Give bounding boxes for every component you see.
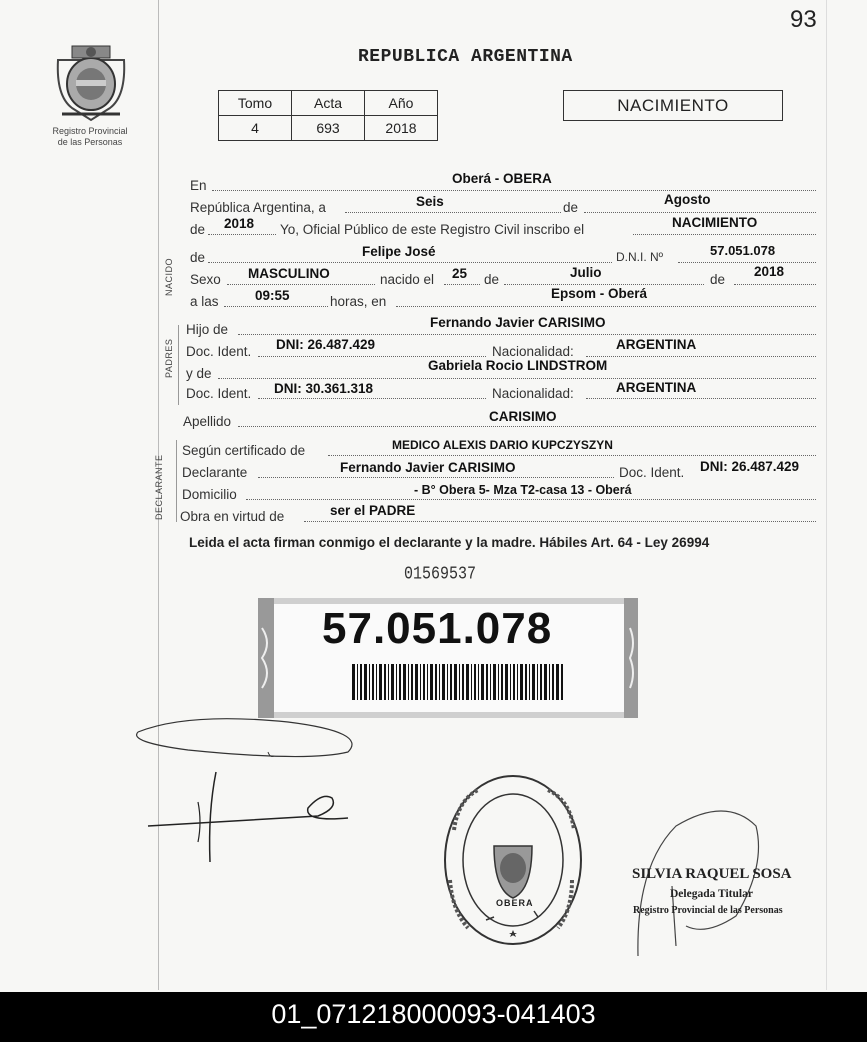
dni-sticker-number: 57.051.078 [322,604,553,653]
official-seal [438,770,588,955]
place-value: Oberá - OBERA [452,171,552,186]
dotted-line [258,398,486,399]
child-dni-value: 57.051.078 [710,243,776,258]
registry-label [40,126,140,148]
doc-label: Doc. Ident. [186,386,252,401]
dotted-line [328,455,816,456]
declarant-label: Declarante [182,465,248,480]
emblem-icon [52,36,130,124]
time-label: a las [190,294,219,309]
dotted-line [238,426,816,427]
closing-text: Leida el acta firman conmigo el declarante y la madre. Hábiles Art. 64 - Ley 26994 [189,535,710,550]
born-label: nacido el [380,272,435,287]
control-number: 01569537 [404,564,477,585]
officer-text: Yo, Oficial Público de este Registro Civil inscribo el [280,222,585,237]
section-label-padres: PADRES [164,338,174,378]
dotted-line [304,521,816,522]
dotted-line [258,477,614,478]
dotted-line [208,262,612,263]
doc-label: Doc. Ident. [619,465,685,480]
table-header: Acta [292,91,365,116]
de-label: de [484,272,500,287]
dotted-line [224,306,328,307]
act-type-value: NACIMIENTO [672,215,758,230]
dotted-line [212,190,816,191]
barcode-icon [352,664,564,700]
registry-label-line2: de las Personas [57,137,123,147]
signatory-role: Delegada Titular [670,888,753,900]
certificate-value: MEDICO ALEXIS DARIO KUPCZYSZYN [392,438,613,452]
birth-month-value: Julio [570,265,602,280]
de-label: de [190,250,206,265]
dotted-line [396,306,816,307]
doc-label: Doc. Ident. [186,344,252,359]
dotted-line [258,356,486,357]
dotted-line [345,212,561,213]
nationality-label: Nacionalidad: [492,344,574,359]
dotted-line [633,234,816,235]
sex-label: Sexo [190,272,221,287]
province-emblem [52,36,130,124]
section-divider [176,440,177,522]
table-header: Año [365,91,438,116]
barcode [352,664,564,705]
capacity-value: ser el PADRE [330,503,416,518]
seal-city: OBERA [496,898,534,908]
acta-value: 693 [292,116,365,141]
signatory-name: SILVIA RAQUEL SOSA [632,866,792,882]
dni-label: D.N.I. Nº [616,250,664,264]
dotted-line [238,334,816,335]
dotted-line [208,234,276,235]
seal-icon [438,770,588,950]
handwritten-flourish [128,712,368,897]
year-value: 2018 [365,116,438,141]
country-title: REPUBLICA ARGENTINA [358,47,573,67]
dotted-line [586,398,816,399]
dotted-line [586,356,816,357]
dotted-line [584,212,816,213]
registry-label-line1: Registro Provincial [52,126,128,136]
month-value: Agosto [664,192,711,207]
declarant-doc-value: DNI: 26.487.429 [700,459,800,474]
father-nationality-value: ARGENTINA [616,337,697,352]
footer-code: 01_071218000093-041403 [0,992,867,1042]
dotted-line [678,262,816,263]
and-label: y de [186,366,212,381]
dotted-line [227,284,375,285]
en-label: En [190,178,207,193]
de-label: de [190,222,206,237]
capacity-label: Obra en virtud de [180,509,285,524]
dotted-line [444,284,480,285]
declarant-name-value: Fernando Javier CARISIMO [340,460,516,475]
tomo-value: 4 [219,116,292,141]
nationality-label: Nacionalidad: [492,386,574,401]
father-doc-value: DNI: 26.487.429 [276,337,376,352]
address-value: - B° Obera 5- Mza T2-casa 13 - Oberá [414,483,632,497]
record-table [218,90,438,141]
certificate-label: Según certificado de [182,443,306,458]
dotted-line [246,499,816,500]
de-label: de [710,272,726,287]
father-name-value: Fernando Javier CARISIMO [430,315,606,330]
signature-icon [636,806,776,966]
page-edge [826,0,827,990]
year-value: 2018 [224,216,255,231]
surname-value: CARISIMO [489,409,557,424]
hours-label: horas, en [330,294,387,309]
time-value: 09:55 [255,288,290,303]
section-label-declarante: DECLARANTE [154,454,164,520]
address-label: Domicilio [182,487,237,502]
section-label-nacido: NACIDO [164,257,174,296]
dotted-line [218,378,816,379]
birth-day-value: 25 [452,266,468,281]
dotted-line [504,284,704,285]
section-divider [178,325,179,405]
table-header: Tomo [219,91,292,116]
signatory-org: Registro Provincial de las Personas [633,905,783,916]
dotted-line [734,284,816,285]
sex-value: MASCULINO [248,266,330,281]
republic-label: República Argentina, a [190,200,326,215]
son-of-label: Hijo de [186,322,229,337]
record-type-box: NACIMIENTO [563,90,783,121]
signature-scribble [128,712,368,892]
mother-nationality-value: ARGENTINA [616,380,697,395]
page-number: 93 [790,6,817,33]
de-label: de [563,200,579,215]
mother-name-value: Gabriela Rocio LINDSTROM [428,358,608,373]
day-value: Seis [416,194,444,209]
mother-doc-value: DNI: 30.361.318 [274,381,374,396]
birth-year-value: 2018 [754,264,785,279]
child-name-value: Felipe José [362,244,436,259]
birth-place-value: Epsom - Oberá [551,286,648,301]
surname-label: Apellido [183,414,232,429]
